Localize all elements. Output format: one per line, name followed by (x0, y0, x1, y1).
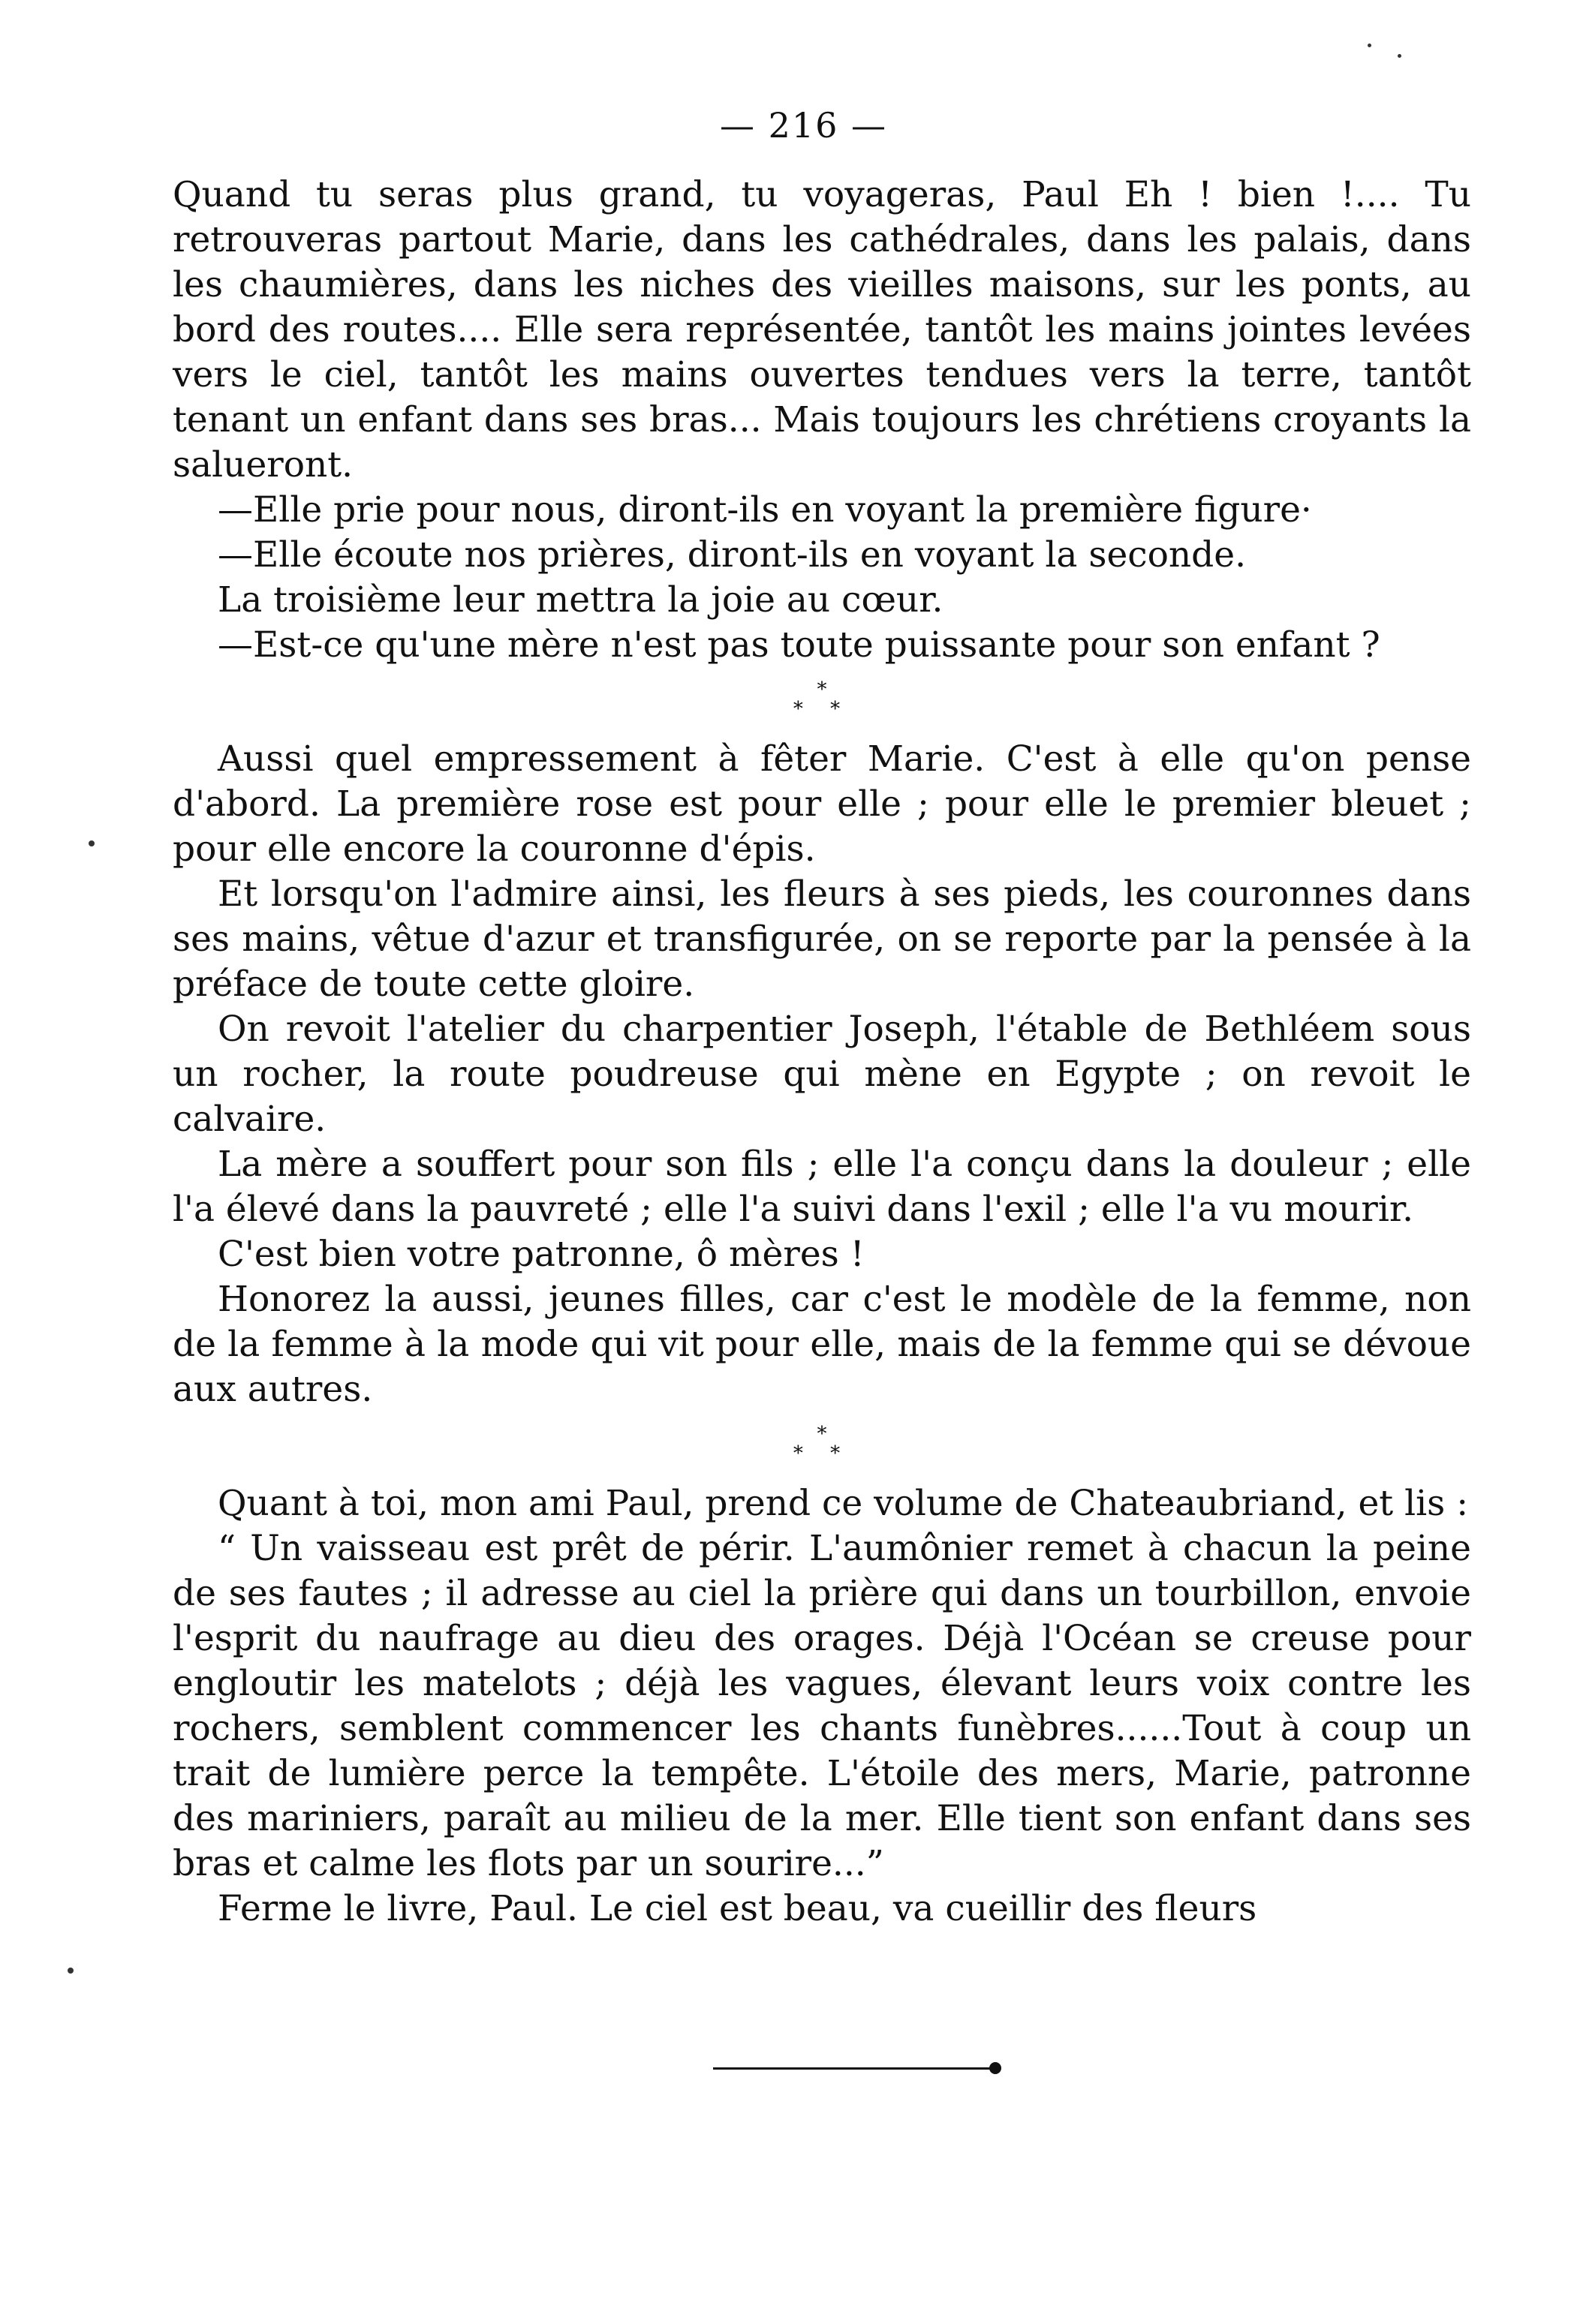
paragraph: —Elle prie pour nous, diront-ils en voyant la première figure· (218, 489, 1312, 531)
asterism-top: * (817, 678, 827, 701)
end-rule (713, 2067, 998, 2070)
print-speck (1368, 44, 1371, 47)
paragraph: C'est bien votre patronne, ô mères ! (218, 1234, 865, 1275)
paragraph: Quand tu seras plus grand, tu voyageras, Paul Eh ! bien !.... Tu retrouveras partout Marie, dans les cathédrales, dans les palais, dans les chaumières, dans les niches des vieilles maisons, sur les ponts, au bord des routes.... Elle sera représentée, tantôt les mains jointes levées vers le ciel, tantôt les mains ouvertes tendues vers la terre, tantôt tenant un enfant dans ses bras... Mais toujours les chrétiens croyants la salueront. (173, 174, 1471, 486)
paragraph: Et lorsqu'on l'admire ainsi, les fleurs à ses pieds, les couronnes dans ses mains, vêtue d'azur et transfigurée, on se reporte par la pensée à la préface de toute cette gloire. (173, 873, 1471, 1005)
end-rule-ornament (989, 2062, 1001, 2074)
paragraph: La mère a souffert pour son fils ; elle l'a conçu dans la douleur ; elle l'a élevé dans la pauvreté ; elle l'a suivi dans l'exil ; elle l'a vu mourir. (173, 1144, 1471, 1230)
paragraph: Ferme le livre, Paul. Le ciel est beau, va cueillir des fleurs (218, 1888, 1257, 1929)
paragraph: On revoit l'atelier du charpentier Joseph, l'étable de Bethléem sous un rocher, la route poudreuse qui mène en Egypte ; on revoit le calvaire. (173, 1009, 1471, 1140)
paragraph: Quant à toi, mon ami Paul, prend ce volume de Chateaubriand, et lis : (218, 1483, 1469, 1524)
print-speck (68, 1968, 74, 1974)
paragraph: —Est-ce qu'une mère n'est pas toute puissante pour son enfant ? (218, 624, 1380, 666)
quotation-paragraph: “ Un vaisseau est prêt de périr. L'aumônier remet à chacun la peine de ses fautes ; il adresse au ciel la prière qui dans un tourbillon, envoie l'esprit du naufrage au dieu des orages. Déjà l'Océan se creuse pour engloutir les matelots ; déjà les vagues, élevant leurs voix contre les rochers, semblent commencer les chants funèbres......Tout à coup un trait de lumière perce la tempête. L'étoile des mers, Marie, patronne des mariniers, paraît au milieu de la mer. Elle tient son enfant dans ses bras et calme les flots par un sourire...” (173, 1528, 1471, 1884)
paragraph: Aussi quel empressement à fêter Marie. C'est à elle qu'on pense d'abord. La première rose est pour elle ; pour elle le premier bleuet ; pour elle encore la couronne d'épis. (173, 738, 1471, 870)
asterism-bottom: * * (793, 698, 851, 720)
print-speck (89, 840, 95, 846)
paragraph: Honorez la aussi, jeunes filles, car c'est le modèle de la femme, non de la femme à la mode qui vit pour elle, mais de la femme qui se dévoue aux autres. (173, 1279, 1471, 1410)
paragraph: —Elle écoute nos prières, diront-ils en voyant la seconde. (218, 534, 1247, 576)
print-speck (1398, 54, 1401, 58)
paragraph: La troisième leur mettra la joie au cœur. (218, 579, 943, 621)
asterism-bottom: * * (793, 1442, 851, 1465)
asterism-separator (173, 1424, 1471, 1463)
asterism-top: * (817, 1423, 827, 1445)
asterism-separator (173, 680, 1471, 719)
page-body (173, 173, 1471, 1932)
page-number: — 216 — (719, 105, 888, 146)
